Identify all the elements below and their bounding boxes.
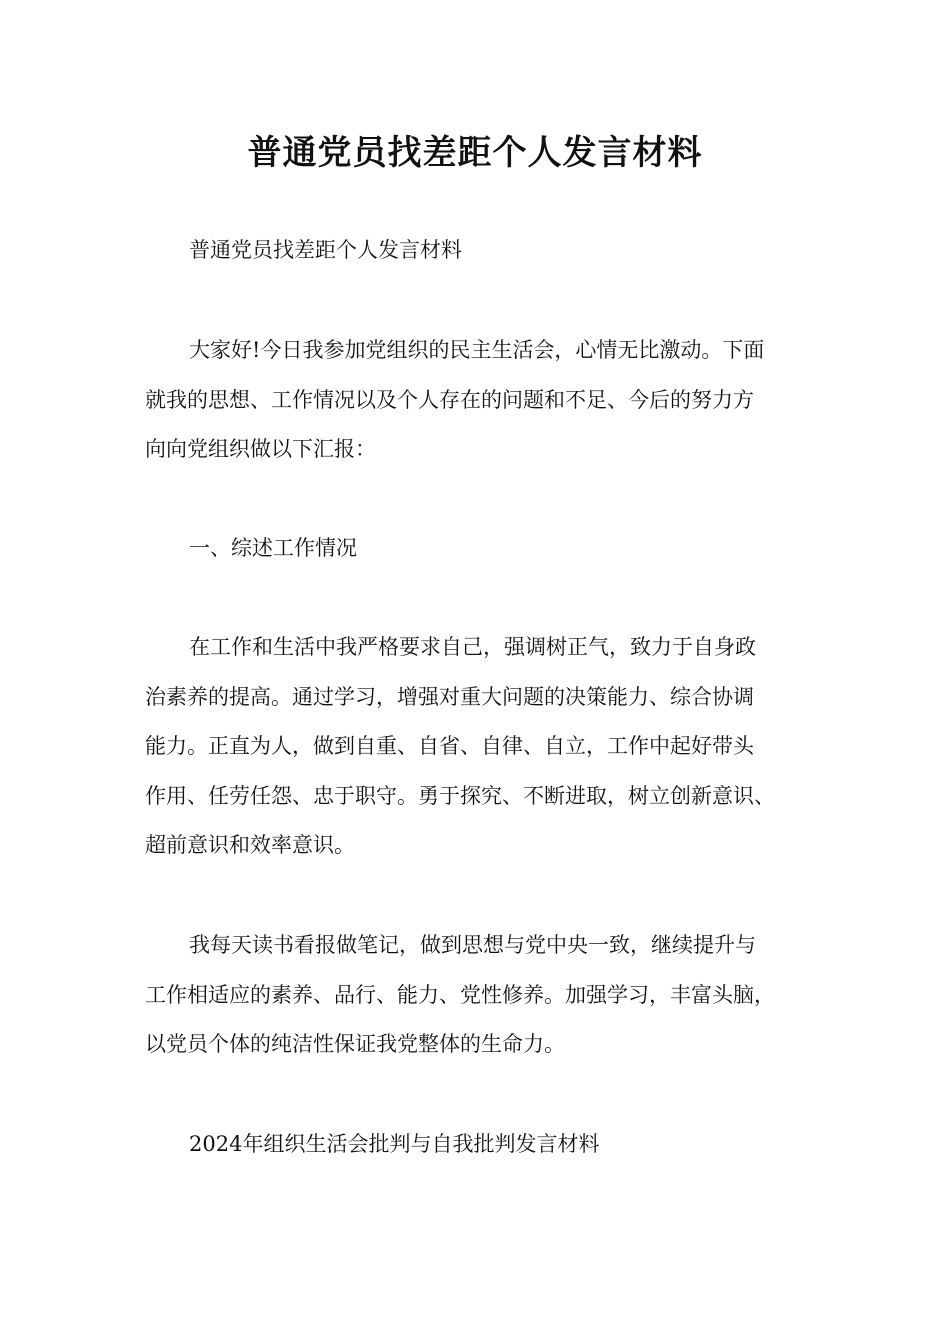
document-title: 普通党员找差距个人发言材料	[247, 133, 703, 173]
study-paragraph	[145, 921, 835, 1070]
paragraph-line: 在工作和生活中我严格要求自己，强调树正气，致力于自身政	[189, 635, 756, 659]
work-paragraph	[145, 623, 835, 871]
paragraph-line: 能力。正直为人，做到自重、自省、自律、自立，工作中起好带头	[145, 734, 754, 758]
heading-text: 2024年组织生活会批判与自我批判发言材料	[189, 1132, 600, 1156]
paragraph-line: 我每天读书看报做笔记，做到思想与党中央一致，继续提升与	[189, 933, 756, 957]
paragraph-line: 超前意识和效率意识。	[145, 833, 355, 857]
paragraph-line: 大家好!今日我参加党组织的民主生活会，心情无比激动。下面	[189, 338, 765, 362]
intro-paragraph	[145, 326, 835, 475]
section-heading-work-overview	[145, 524, 835, 574]
paragraph-line: 治素养的提高。通过学习，增强对重大问题的决策能力、综合协调	[145, 684, 754, 709]
paragraph-line: 工作相适应的素养、品行、能力、党性修养。加强学习，丰富头脑，	[145, 982, 775, 1007]
next-section-heading	[145, 1120, 835, 1170]
subtitle-text: 普通党员找差距个人发言材料	[189, 238, 462, 262]
paragraph-line: 作用、任劳任怨、忠于职守。勇于探究、不断进取，树立创新意识、	[145, 783, 775, 808]
heading-text: 一、综述工作情况	[189, 536, 357, 560]
document-subtitle	[145, 226, 835, 276]
paragraph-line: 就我的思想、工作情况以及个人存在的问题和不足、今后的努力方	[145, 387, 754, 412]
paragraph-line: 向向党组织做以下汇报：	[145, 437, 376, 461]
paragraph-line: 以党员个体的纯洁性保证我党整体的生命力。	[145, 1032, 565, 1056]
